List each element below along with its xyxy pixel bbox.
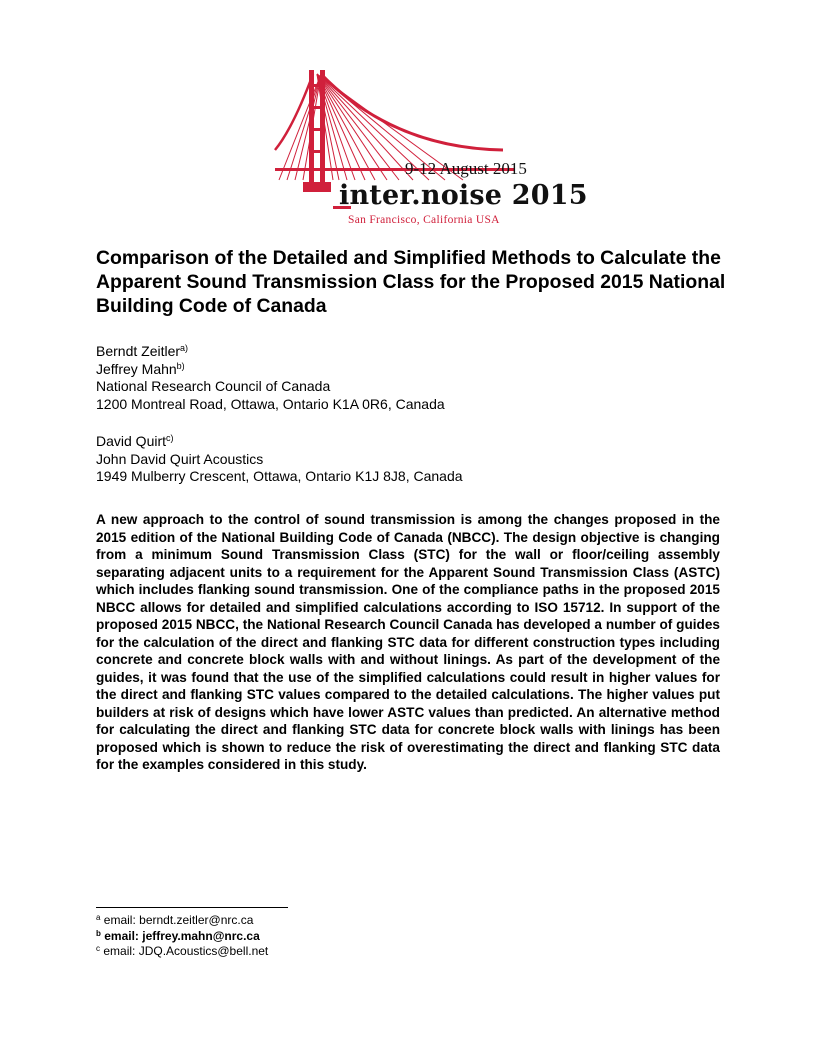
author-mark: c) bbox=[166, 433, 174, 443]
footnote-c: $^c$ email: JDQ.Acoustics@bell.net bbox=[96, 944, 269, 958]
footnote-a: $^a$ email: berndt.zeitler@nrc.ca bbox=[96, 913, 254, 927]
author-name: Berndt Zeitler$^{a)}$ bbox=[96, 343, 189, 359]
author-group-quirt bbox=[96, 433, 463, 486]
footnotes bbox=[96, 913, 268, 960]
logo-brand: inter.noise 2015 bbox=[339, 180, 588, 211]
author-group-nrc bbox=[96, 343, 445, 413]
paper-title bbox=[96, 246, 736, 318]
footnote-b: $^b$ email: jeffrey.mahn@nrc.ca bbox=[96, 928, 260, 943]
logo-date: 9-12 August 2015 bbox=[405, 159, 527, 178]
footnote-divider bbox=[96, 907, 288, 908]
logo-location: San Francisco, California USA bbox=[348, 214, 500, 226]
author-affiliation: John David Quirt Acoustics bbox=[96, 450, 264, 467]
title-line: Building Code of Canada bbox=[96, 295, 327, 317]
author-mark: b) bbox=[176, 360, 185, 371]
author-address: 1200 Montreal Road, Ottawa, Ontario K1A 0R6, Canada bbox=[96, 395, 445, 412]
author-mark: a) bbox=[180, 343, 189, 353]
author-name: Jeffrey Mahn$^{b)}$ bbox=[96, 360, 185, 377]
author-address: 1949 Mulberry Crescent, Ottawa, Ontario K1J 8J8, Canada bbox=[96, 468, 463, 484]
title-line: Comparison of the Detailed and Simplified Methods to Calculate the bbox=[96, 247, 721, 269]
abstract: A new approach to the control of sound transmission is among the changes proposed in the 2015 edition of the National Building Code of Canada (NBCC). The design objective is changing from a minimum Sound Transmission Class (STC) for the wall or floor/ceiling assembly separating adjacent units to a requirement for the Apparent Sound Transmission Class (ASTC) which includes flanking sound transmission. One of the compliance paths in the proposed 2015 NBCC allows for detailed and simplified calculations according to ISO 15712. In support of the proposed 2015 NBCC, the National Research Council Canada has developed a number of guides for the calculation of the direct and flanking STC data for different construction types including concrete and concrete block walls with and without linings. As part of the development of the guides, it was found that the use of the simplified calculations could result in higher values for the direct and flanking STC values compared to the detailed calculations. The higher values put builders at risk of designs which have lower ASTC values than predicted. An alternative method for calculating the direct and flanking STC data for concrete block walls with linings has been proposed which is shown to reduce the risk of overestimating the direct and flanking STC data for the examples considered in this study. bbox=[96, 512, 720, 772]
conference-logo bbox=[273, 68, 588, 230]
author-name: David Quirt$^{c)}$ bbox=[96, 433, 174, 449]
author-affiliation: National Research Council of Canada bbox=[96, 378, 331, 394]
title-line: Apparent Sound Transmission Class for the Proposed 2015 National bbox=[96, 271, 726, 293]
